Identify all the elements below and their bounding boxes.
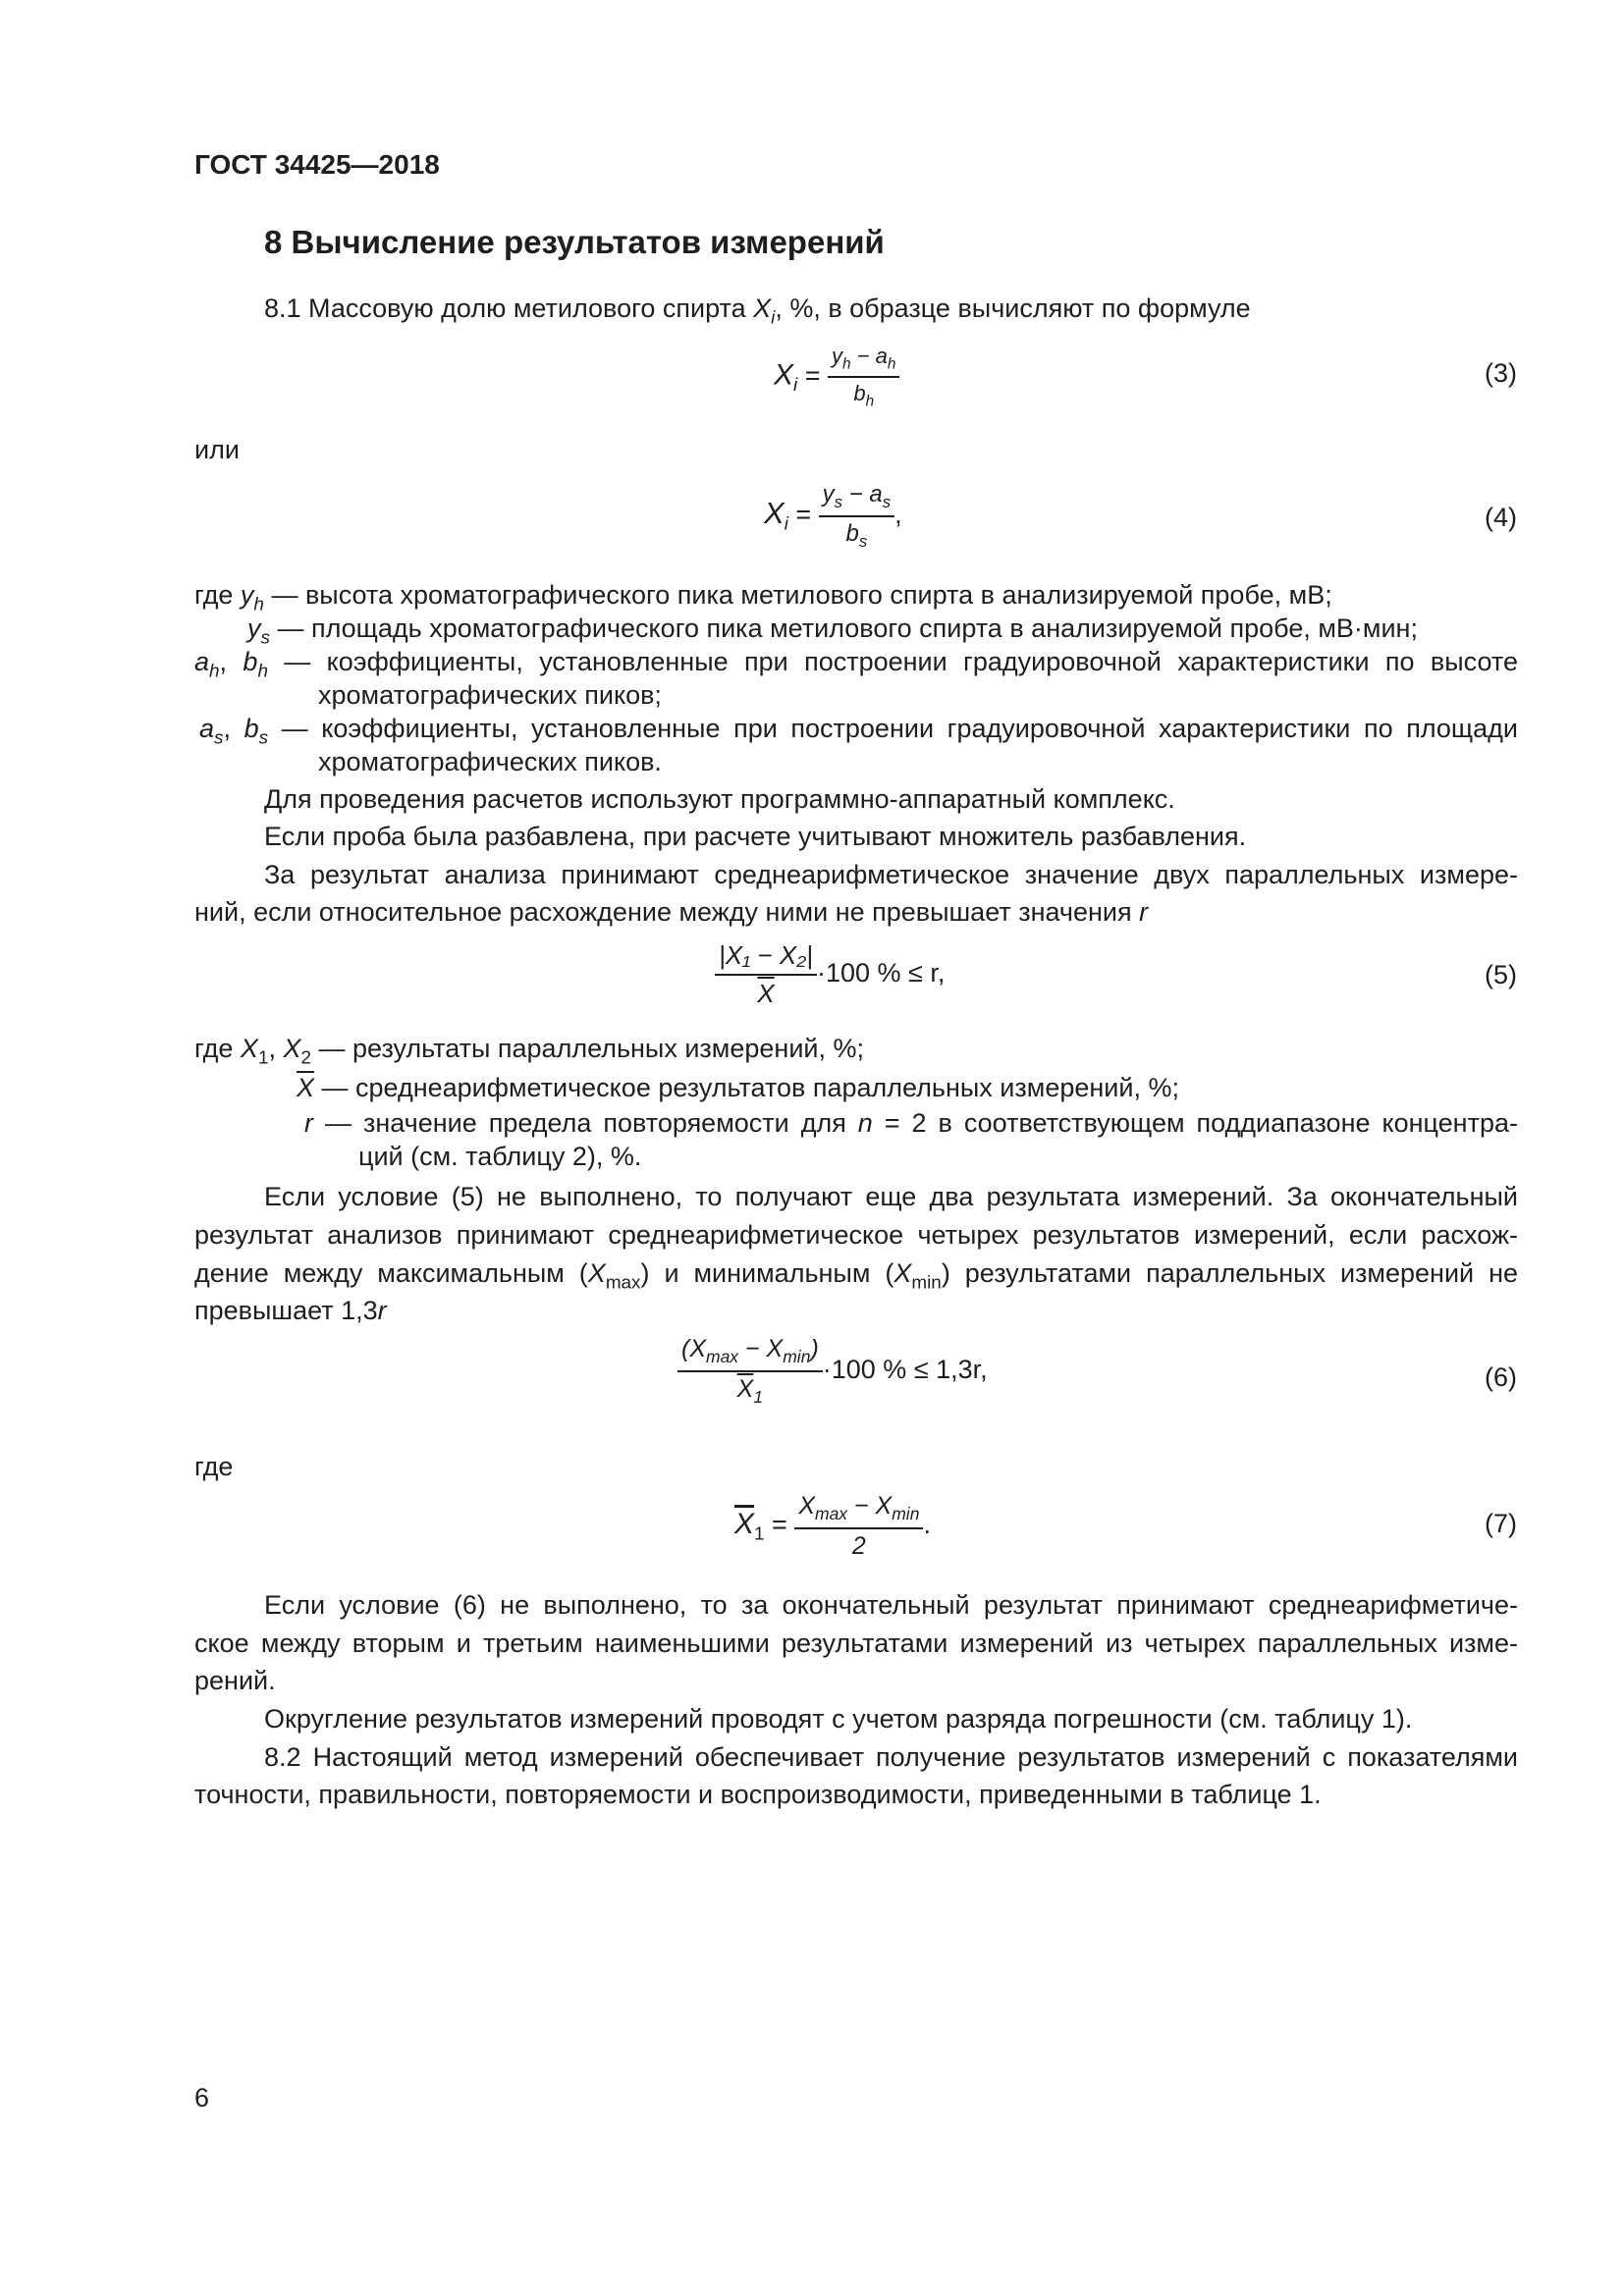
paragraph-cond6-line1: Если условие (6) не выполнено, то за окончательный результат принимают среднеарифметиче- xyxy=(264,1590,1518,1620)
paragraph-dilution: Если проба была разбавлена, при расчете учитывают множитель разбавления. xyxy=(264,822,1247,851)
definition-yh: где $y_h$ — высота хроматографического пика метилового спирта в анализируемой пробе, мВ; xyxy=(194,580,1332,615)
paragraph-software: Для проведения расчетов используют программно-аппаратный комплекс. xyxy=(264,784,1175,814)
formula-4: $X_i$ = $\frac{y_s - a_s}{b_s}$ , xyxy=(764,481,902,551)
equation-number-6: (6) xyxy=(1485,1362,1517,1392)
definition-r-cont: ций (см. таблицу 2), %. xyxy=(358,1142,642,1171)
paragraph-cond6-line2: ское между вторым и третьим наименьшими результатами измерений из четырех параллельных изме- xyxy=(194,1629,1518,1658)
paragraph-cond5-line1: Если условие (5) не выполнено, то получают еще два результата измерений. За окончательный xyxy=(264,1182,1518,1211)
paragraph-rounding: Округление результатов измерений проводят с учетом разряда погрешности (см. таблицу 1). xyxy=(264,1704,1413,1734)
definition-as-bs-cont: хроматографических пиков. xyxy=(318,747,662,776)
equation-number-5: (5) xyxy=(1485,960,1517,989)
document-code-header: ГОСТ 34425—2018 xyxy=(194,149,440,180)
paragraph-cond5-line4: превышает 1,3r xyxy=(194,1296,387,1325)
paragraph-cond5-line3: дение между максимальным $(X_{max})$ и минимальным $(X_{min})$ результатами параллельных измерений не xyxy=(194,1258,1518,1294)
page-number: 6 xyxy=(194,2083,210,2112)
definition-ah-bh: $a_h$, $b_h$ — коэффициенты, установленные при построении градуировочной характеристики по высоте xyxy=(194,647,1518,682)
paragraph-8-1: 8.1 Массовую долю метилового спирта $X_i$, %, в образце вычисляют по формуле xyxy=(264,294,1251,329)
formula-5: $\frac{\text{|X₁ − X₂|}}{X}$ ·100 % ≤ r, xyxy=(715,940,945,1009)
equation-number-7: (7) xyxy=(1485,1509,1517,1538)
definition-x1-x2: где $X_1$, $X_2$ — результаты параллельных измерений, %; xyxy=(194,1034,864,1069)
formula-3: $X_i$ = $\frac{y_h - a_h}{b_h}$ xyxy=(774,344,899,411)
paragraph-cond6-line3: рений. xyxy=(194,1666,276,1695)
paragraph-result-line2: ний, если относительное расхождение между ними не превышает значения r xyxy=(194,897,1149,927)
definition-xbar: $\overline{X}$ — среднеарифметическое результатов параллельных измерений, %; xyxy=(297,1073,1179,1102)
formula-7: $\overline{X}_1$ = $\frac{X_{max} - X_{min}}{2}$ . xyxy=(734,1492,931,1560)
definition-r: r — значение предела повторяемости для n = 2 в соответствующем поддиапазоне концентра- xyxy=(304,1108,1518,1138)
paragraph-8-2-line2: точности, правильности, повторяемости и воспроизводимости, приведенными в таблице 1. xyxy=(194,1780,1322,1809)
definition-as-bs: $a_s$, $b_s$ — коэффициенты, установленные при построении градуировочной характеристики по площади xyxy=(199,714,1518,749)
paragraph-cond5-line2: результат анализов принимают среднеарифметическое четырех результатов измерений, если расхож- xyxy=(194,1220,1518,1250)
definition-ah-bh-cont: хроматографических пиков; xyxy=(318,680,662,710)
formula-6: $\frac{(X_{max} - X_{min})}{\overline{X}_1}$ ·100 % ≤ 1,3r, xyxy=(677,1335,988,1408)
equation-number-3: (3) xyxy=(1485,358,1517,388)
section-title: 8 Вычисление результатов измерений xyxy=(264,224,885,260)
or-word: или xyxy=(194,435,240,464)
equation-number-4: (4) xyxy=(1485,503,1517,532)
where-word: где xyxy=(194,1452,234,1481)
definition-ys: $y_s$ — площадь хроматографического пика метилового спирта в анализируемой пробе, мВ·мин; xyxy=(247,614,1418,649)
paragraph-8-2-line1: 8.2 Настоящий метод измерений обеспечивает получение результатов измерений с показателями xyxy=(264,1742,1518,1772)
paragraph-result-line1: За результат анализа принимают среднеарифметическое значение двух параллельных измере- xyxy=(264,860,1518,889)
